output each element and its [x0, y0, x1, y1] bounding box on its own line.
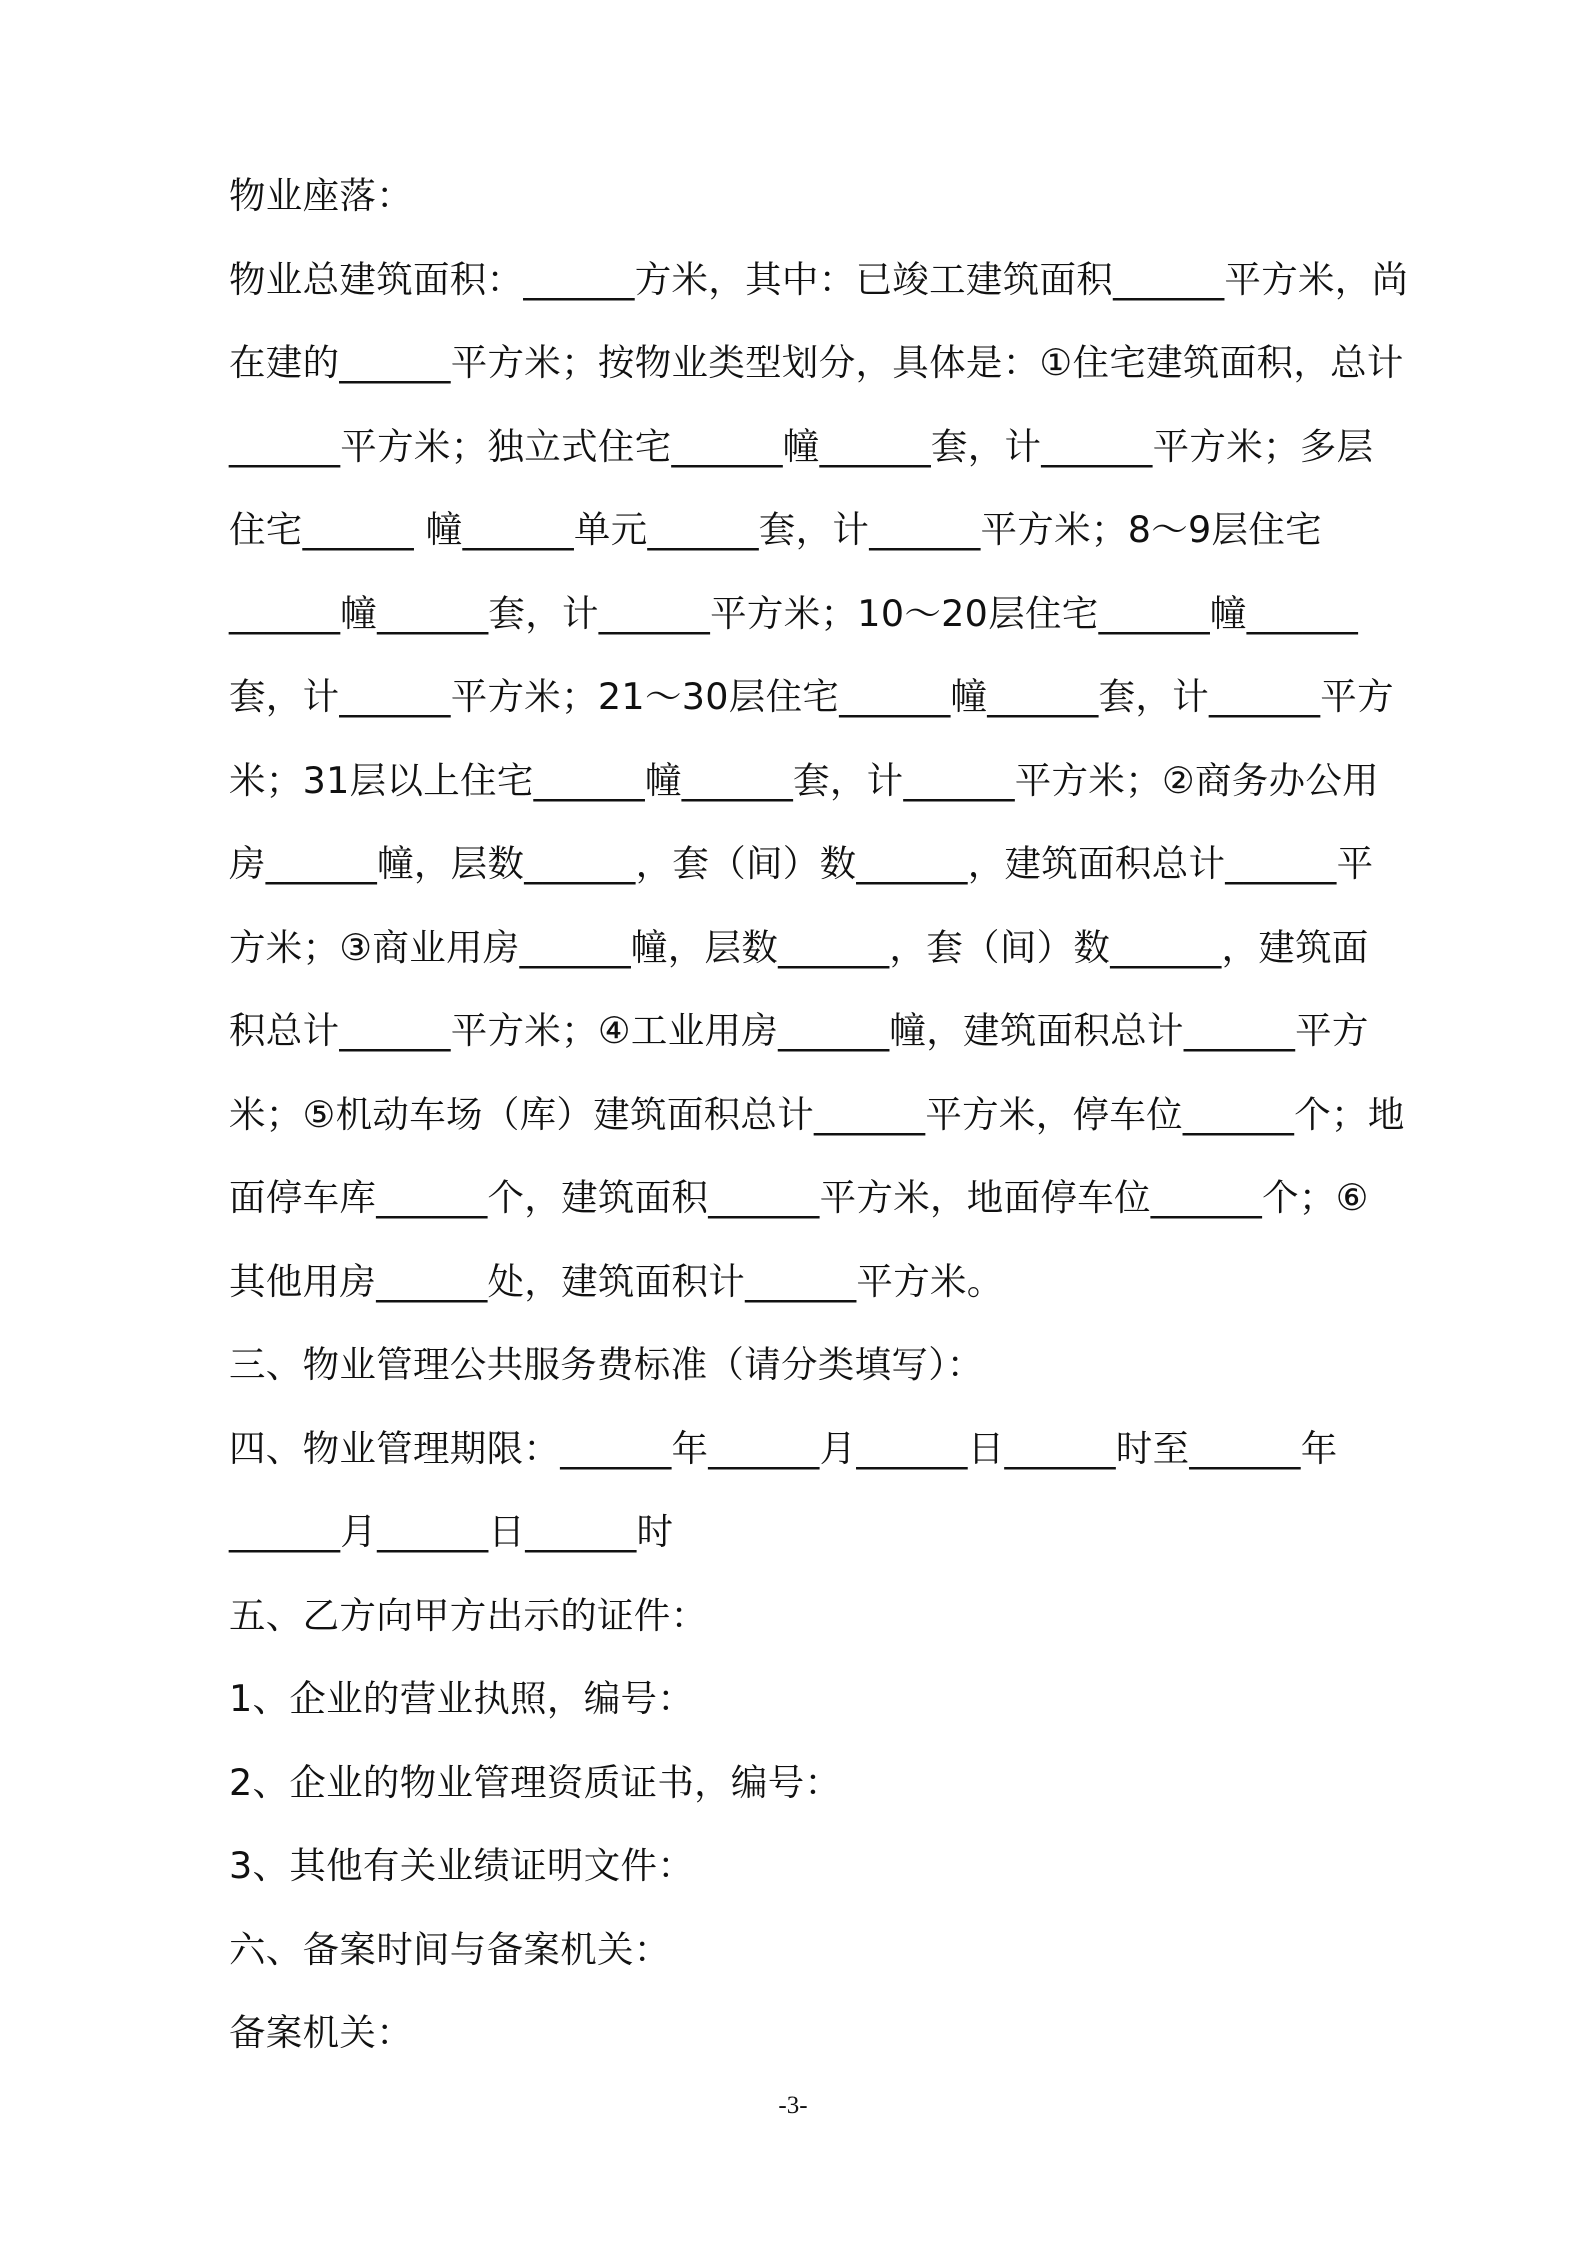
total-area-line-8: 房______幢，层数______，套（间）数______，建筑面积总计______平 [229, 842, 1374, 885]
filing-authority-line: 备案机关： [229, 2011, 413, 2054]
total-area-line-10: 积总计______平方米；④工业用房______幢，建筑面积总计______平方 [229, 1009, 1369, 1052]
property-location-line: 物业座落： [229, 174, 413, 217]
total-area-line-5: ______幢______套，计______平方米；10～20层住宅______幢______ [229, 591, 1358, 635]
total-area-line-9: 方米；③商业用房______幢，层数______，套（间）数______，建筑面 [229, 925, 1369, 969]
section-5-item-3: 3、其他有关业绩证明文件： [229, 1844, 695, 1887]
total-area-line-7: 米；31层以上住宅______幢______套，计______平方米；②商务办公用 [229, 758, 1379, 802]
section-5-item-2: 2、企业的物业管理资质证书，编号： [229, 1760, 842, 1804]
total-area-line-3: ______平方米；独立式住宅______幢______套，计______平方米；多层 [229, 424, 1374, 468]
total-area-line-4: 住宅______ 幢______单元______套，计______平方米；8～9层住宅 [229, 508, 1322, 551]
document-body [229, 154, 1444, 2075]
total-area-line-1: 物业总建筑面积：______方米，其中：已竣工建筑面积______平方米，尚 [229, 257, 1409, 301]
total-area-line-2: 在建的______平方米；按物业类型划分，具体是：①住宅建筑面积，总计 [229, 341, 1404, 384]
section-5-heading: 五、乙方向甲方出示的证件： [229, 1593, 708, 1637]
section-5-item-1: 1、企业的营业执照，编号： [229, 1677, 695, 1720]
section-6-heading: 六、备案时间与备案机关： [229, 1927, 671, 1971]
total-area-line-6: 套，计______平方米；21～30层住宅______幢______套，计______平方 [229, 675, 1394, 718]
section-3-heading: 三、物业管理公共服务费标准（请分类填写）： [229, 1343, 984, 1386]
total-area-line-11: 米；⑤机动车场（库）建筑面积总计______平方米，停车位______个；地 [229, 1092, 1405, 1136]
total-area-line-13: 其他用房______处，建筑面积计______平方米。 [229, 1259, 1004, 1303]
total-area-line-12: 面停车库______个，建筑面积______平方米，地面停车位______个；⑥ [229, 1176, 1369, 1219]
section-4-line-1: 四、物业管理期限：______年______月______日______时至______年 [229, 1426, 1338, 1470]
page-number: -3- [778, 2092, 808, 2119]
section-4-line-2: ______月______日______时 [229, 1510, 674, 1553]
